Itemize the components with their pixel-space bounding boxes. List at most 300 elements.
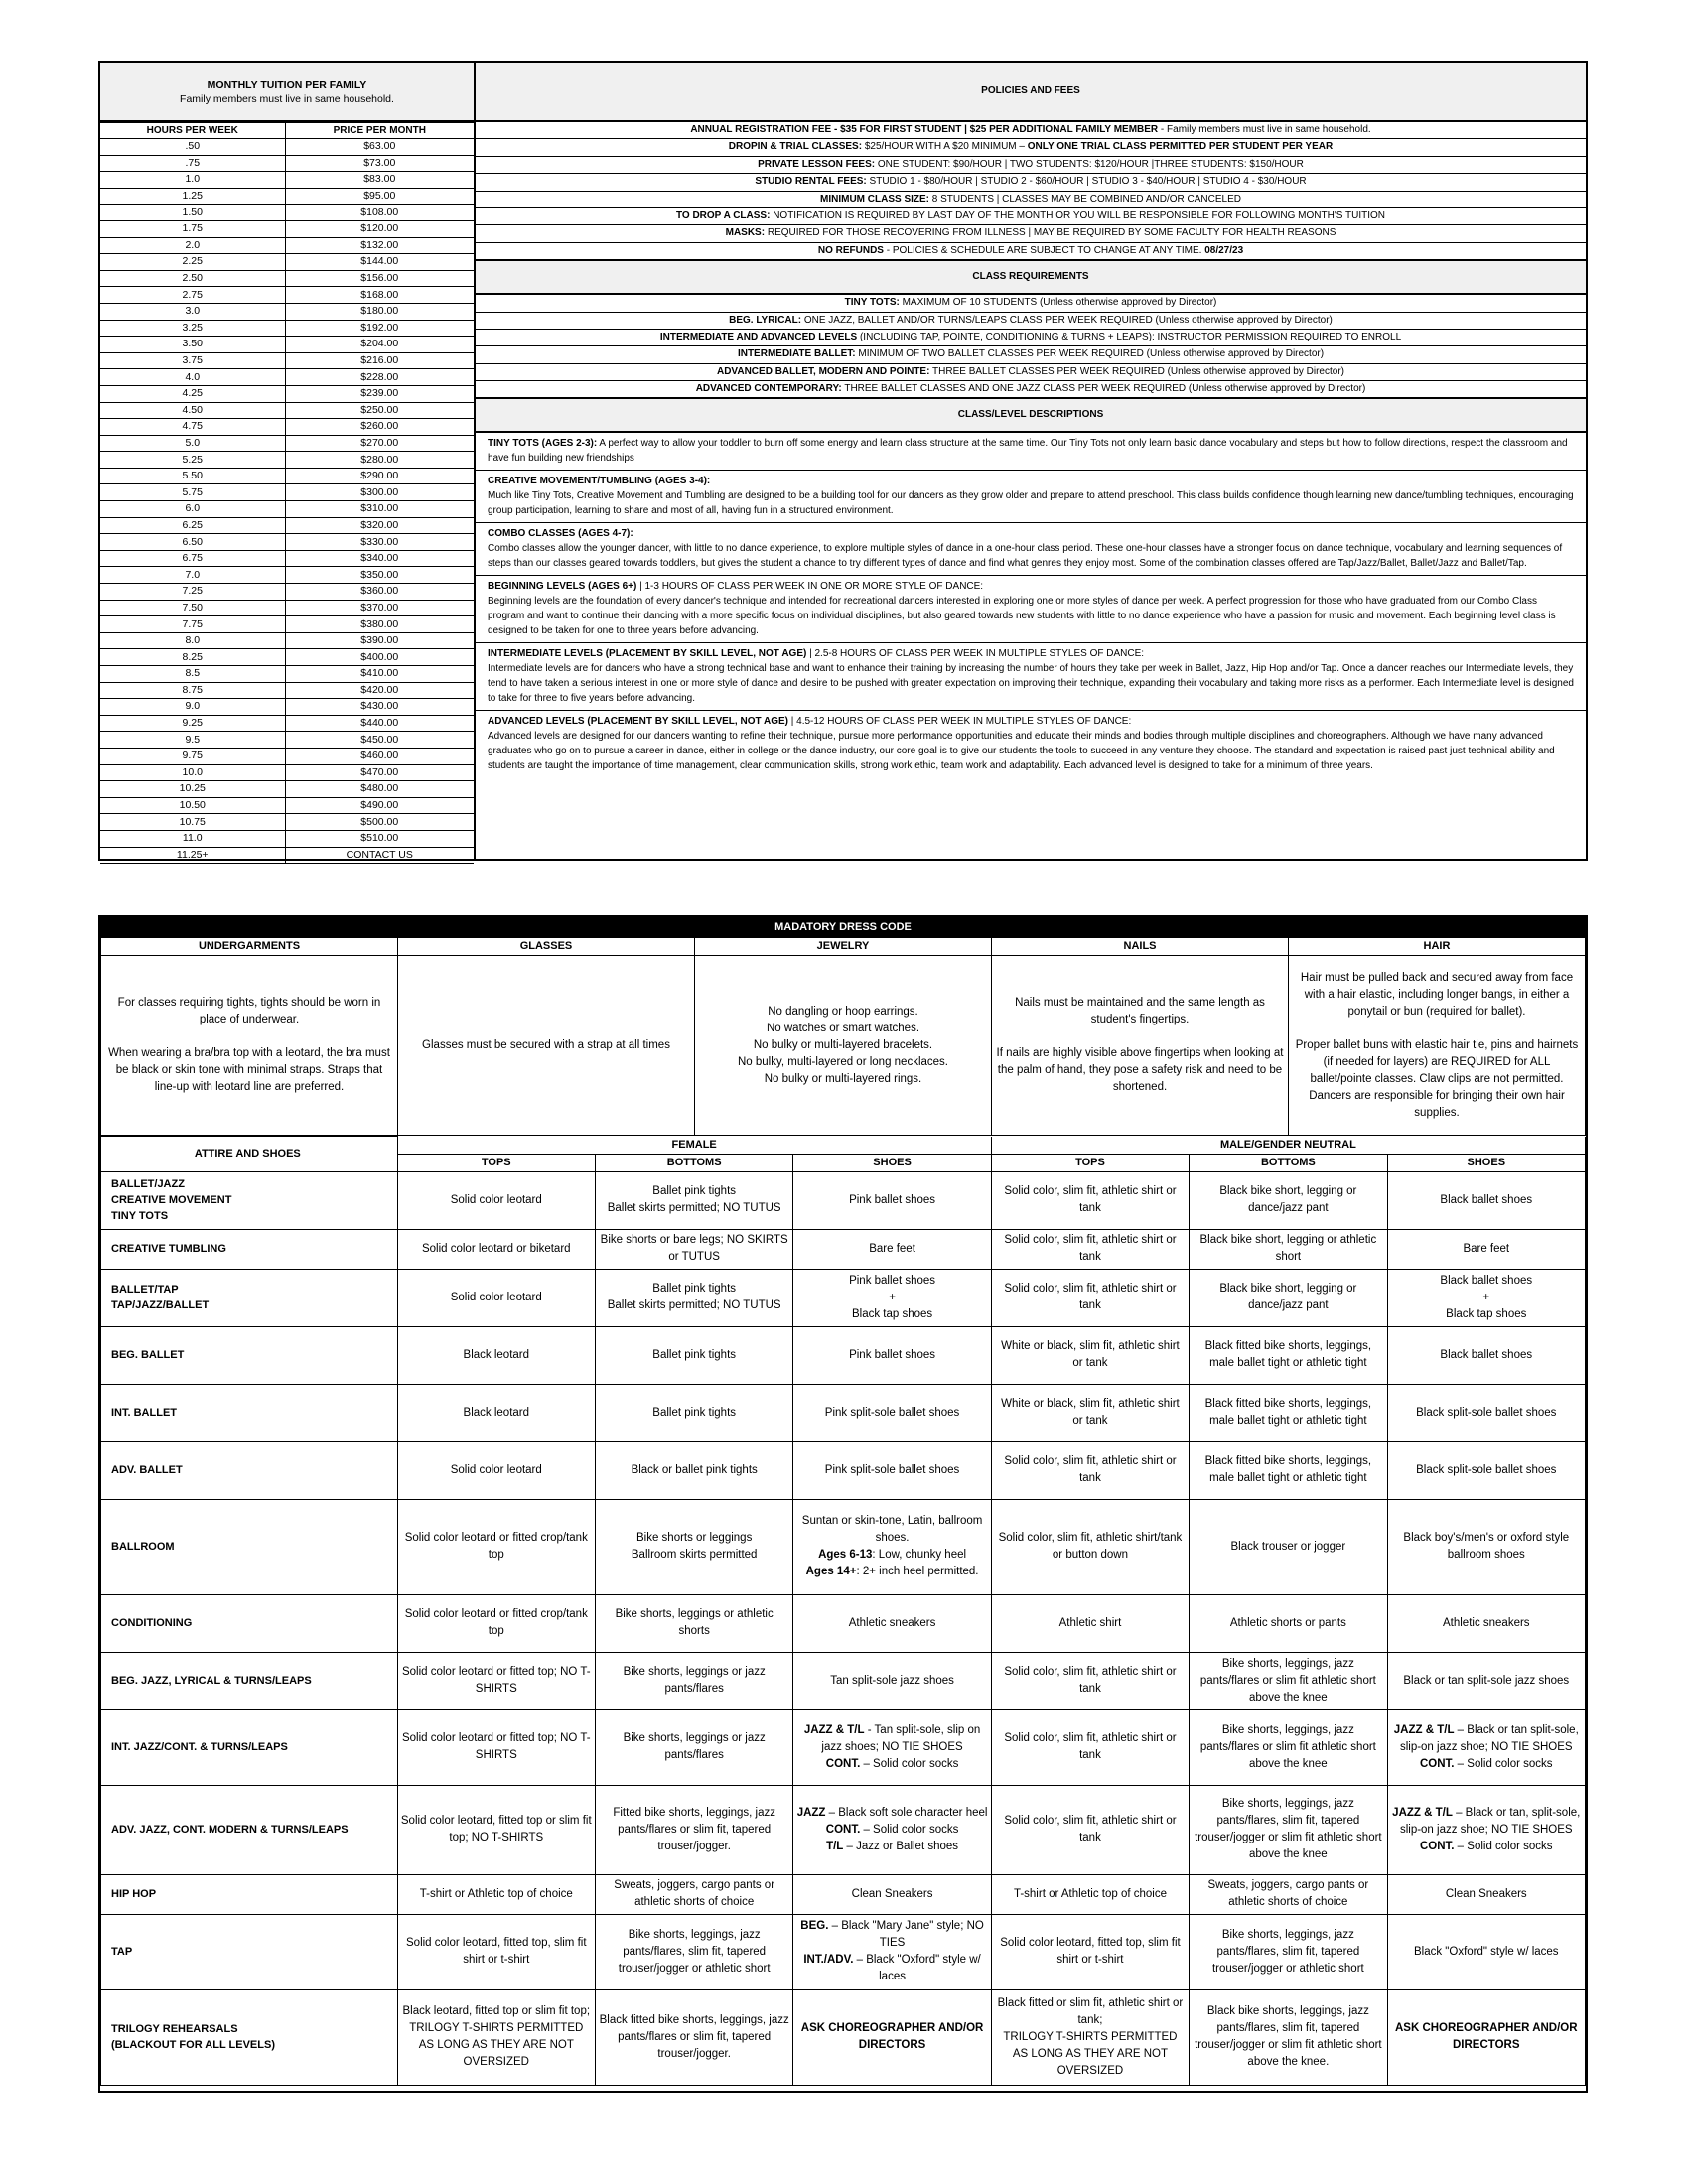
cell-line: Solid color leotard or fitted top; NO T-SHIRTS (401, 1732, 591, 1761)
cell-line: Bike shorts, leggings or athletic shorts (615, 1608, 774, 1637)
cell-line: Ballet skirts permitted; NO TUTUS (607, 1299, 781, 1311)
table-row (100, 732, 474, 749)
line-text: STUDIO 1 - $80/HOUR | STUDIO 2 - $60/HOUR | STUDIO 3 - $40/HOUR | STUDIO 4 - $30/HOUR (866, 176, 1307, 188)
price-cell: $144.00 (285, 254, 474, 271)
cell-line: Clean Sneakers (1445, 1887, 1527, 1900)
line-label: TINY TOTS: (844, 297, 900, 309)
table-row (100, 484, 474, 501)
price-cell: $156.00 (285, 270, 474, 287)
level-text: Advanced levels are designed for our dancers wanting to refine their technique, pursue more performance opportunities and educate their minds and bodies through multiple disciplines and choreographers. Although we have many advanced graduates who go on to pursue a career in dance, either in college or the dance industry, our core goal is to give our students the tools to succeed in any venture they choose. The standard and expectation is raised past just technical ability and students are taught the importance of time management, clear communication skills, strong work ethic, team work and adaptability. Each advanced level is designed to take for a minimum of three years. (488, 731, 1555, 772)
line-label: ADVANCED BALLET, MODERN AND POINTE: (716, 365, 930, 377)
attire-cell-m-top (991, 1785, 1189, 1874)
cell-line: Clean Sneakers (851, 1887, 933, 1900)
hours-cell: 11.25+ (100, 847, 285, 864)
attire-class-label (101, 1384, 398, 1441)
cell-line: Solid color leotard, fitted top, slim fit shirt or t-shirt (406, 1937, 587, 1966)
price-cell: $340.00 (285, 550, 474, 567)
cell-line: Black tap shoes (1446, 1307, 1527, 1320)
cell-line: ASK CHOREOGRAPHER AND/OR DIRECTORS (1394, 2022, 1578, 2051)
price-cell: $330.00 (285, 534, 474, 551)
table-row (100, 452, 474, 469)
cell-line: Pink split-sole ballet shoes (824, 1406, 960, 1419)
table-row (100, 764, 474, 781)
attire-cell-f-bot (595, 1914, 792, 1989)
price-cell: $270.00 (285, 435, 474, 452)
hours-cell: 3.25 (100, 320, 285, 337)
attire-table (100, 1136, 1586, 2086)
description-blocks (476, 433, 1586, 777)
attire-cell-m-shoe (1387, 1914, 1585, 1989)
male-bottoms-header: BOTTOMS (1190, 1154, 1387, 1171)
attire-cell-f-bot (595, 1229, 792, 1269)
price-cell: $83.00 (285, 172, 474, 189)
cell-line: Black ballet shoes (1440, 1193, 1533, 1206)
attire-class-label (101, 1709, 398, 1785)
attire-cell-m-shoe (1387, 1709, 1585, 1785)
table-row (100, 649, 474, 666)
attire-cell-m-bot (1190, 1441, 1387, 1499)
attire-cell-m-top (991, 1269, 1189, 1326)
price-cell: $320.00 (285, 517, 474, 534)
cell-line: Bike shorts, leggings, jazz pants/flares or slim fit athletic short above the knee (1199, 1657, 1376, 1704)
hours-cell: 2.50 (100, 270, 285, 287)
label-line: TRILOGY REHEARSALS (111, 2023, 238, 2035)
attire-cell-f-shoe (793, 1269, 991, 1326)
attire-cell-f-shoe (793, 1594, 991, 1652)
price-cell: $95.00 (285, 188, 474, 205)
attire-cell-f-top (397, 1171, 595, 1229)
hours-cell: 3.50 (100, 337, 285, 353)
label-line: TAP/JAZZ/BALLET (111, 1299, 210, 1311)
cell-line: Ages 14+: 2+ inch heel permitted. (805, 1566, 979, 1577)
attire-class-label (101, 1914, 398, 1989)
table-row (100, 468, 474, 484)
table-row (100, 254, 474, 271)
attire-cell-f-bot (595, 1441, 792, 1499)
table-row (100, 172, 474, 189)
list-item (476, 208, 1586, 225)
cell-line: CONT. – Solid color socks (825, 1823, 959, 1836)
table-row (101, 1441, 1586, 1499)
cell-line: Athletic shorts or pants (1229, 1616, 1346, 1629)
category-rules (101, 956, 398, 1136)
attire-cell-m-bot (1190, 1594, 1387, 1652)
hours-cell: 7.75 (100, 616, 285, 633)
cell-line: Black leotard (463, 1406, 530, 1419)
table-row (100, 847, 474, 864)
price-cell: $120.00 (285, 220, 474, 237)
attire-cell-f-shoe (793, 1499, 991, 1594)
attire-cell-f-top (397, 1914, 595, 1989)
cell-line: Black boy's/men's or oxford style ballroom shoes (1403, 1532, 1570, 1561)
attire-label: ATTIRE AND SHOES (101, 1137, 398, 1172)
table-row (100, 369, 474, 386)
rule-line (104, 1028, 394, 1045)
hours-cell: 5.50 (100, 468, 285, 484)
cell-line: CONT. – Solid color socks (825, 1757, 959, 1770)
list-item (476, 122, 1586, 139)
hours-cell: 4.25 (100, 385, 285, 402)
level-hours: | 4.5-12 HOURS OF CLASS PER WEEK IN MULTIPLE STYLES OF DANCE: (787, 716, 1132, 728)
rule-line: No bulky, multi-layered or long necklaces. (738, 1055, 948, 1068)
price-cell: $250.00 (285, 402, 474, 419)
rule-line: For classes requiring tights, tights should be worn in place of underwear. (117, 997, 381, 1025)
table-row (100, 237, 474, 254)
attire-cell-f-shoe (793, 1785, 991, 1874)
attire-cell-m-shoe (1387, 1384, 1585, 1441)
cell-line: Black leotard, fitted top or slim fit top; (402, 2005, 591, 2017)
table-row (100, 270, 474, 287)
cell-line: Fitted bike shorts, leggings, jazz pants/flares or slim fit, tapered trouser/jogger. (613, 1806, 775, 1852)
price-cell: $440.00 (285, 715, 474, 732)
attire-cell-m-top (991, 1594, 1189, 1652)
cell-line: Solid color leotard or fitted top; NO T-SHIRTS (401, 1666, 591, 1695)
price-cell: $228.00 (285, 369, 474, 386)
list-item (476, 192, 1586, 208)
level-title: ADVANCED LEVELS (PLACEMENT BY SKILL LEVEL, NOT AGE) (488, 716, 788, 728)
attire-class-label (101, 1229, 398, 1269)
female-bottoms-header: BOTTOMS (595, 1154, 792, 1171)
hours-cell: 7.0 (100, 567, 285, 584)
tuition-header (100, 63, 474, 122)
cell-line: Ballet skirts permitted; NO TUTUS (607, 1202, 781, 1214)
line-label: DROPIN & TRIAL CLASSES: (728, 141, 863, 153)
table-row (101, 1594, 1586, 1652)
cell-line: Sweats, joggers, cargo pants or athletic shorts of choice (614, 1879, 775, 1908)
hours-cell: 5.25 (100, 452, 285, 469)
line-label: INTERMEDIATE AND ADVANCED LEVELS (659, 331, 858, 342)
attire-cell-f-bot (595, 1709, 792, 1785)
level-title: CREATIVE MOVEMENT/TUMBLING (AGES 3-4): (488, 476, 711, 487)
category-header: JEWELRY (695, 938, 992, 956)
table-row (101, 1874, 1586, 1914)
cell-line: Suntan or skin-tone, Latin, ballroom shoes. (801, 1515, 983, 1544)
attire-cell-f-shoe (793, 1652, 991, 1709)
price-cell: $310.00 (285, 501, 474, 518)
cell-line: Solid color leotard or fitted crop/tank top (404, 1532, 588, 1561)
hours-cell: 10.25 (100, 781, 285, 798)
attire-class-label (101, 1989, 398, 2085)
cell-line: T/L – Jazz or Ballet shoes (826, 1840, 959, 1852)
category-rules (398, 956, 695, 1136)
table-row (100, 567, 474, 584)
level-title: INTERMEDIATE LEVELS (PLACEMENT BY SKILL LEVEL, NOT AGE) (488, 648, 807, 660)
hours-cell: 5.75 (100, 484, 285, 501)
list-item (476, 295, 1586, 312)
price-cell: $410.00 (285, 666, 474, 683)
table-row (101, 1709, 1586, 1785)
cell-line: JAZZ & T/L – Black or tan, split-sole, slip-on jazz shoe; NO TIE SHOES (1392, 1806, 1581, 1836)
price-cell: $420.00 (285, 682, 474, 699)
table-row (100, 320, 474, 337)
hours-cell: .75 (100, 155, 285, 172)
cell-line: Black fitted bike shorts, leggings, male ballet tight or athletic tight (1204, 1340, 1372, 1369)
attire-cell-f-bot (595, 1594, 792, 1652)
price-cell: $132.00 (285, 237, 474, 254)
line-text: REQUIRED FOR THOSE RECOVERING FROM ILLNESS | MAY BE REQUIRED BY SOME FACULTY FOR HEALTH REASONS (765, 227, 1336, 239)
attire-cell-f-bot (595, 1874, 792, 1914)
line-text: - POLICIES & SCHEDULE ARE SUBJECT TO CHANGE AT ANY TIME. (883, 244, 1205, 256)
table-row (100, 600, 474, 616)
table-row (101, 1652, 1586, 1709)
cell-line: Black fitted bike shorts, leggings, male ballet tight or athletic tight (1204, 1455, 1372, 1484)
attire-cell-m-top (991, 1499, 1189, 1594)
table-row (100, 830, 474, 847)
table-row (100, 155, 474, 172)
cell-line: Ages 6-13: Low, chunky heel (818, 1549, 967, 1561)
hours-cell: 8.25 (100, 649, 285, 666)
table-row (101, 1384, 1586, 1441)
rule-line (995, 1028, 1285, 1045)
policies-title: POLICIES AND FEES (476, 63, 1586, 122)
dress-code-title: MADATORY DRESS CODE (100, 917, 1586, 937)
table-row (100, 501, 474, 518)
attire-cell-m-shoe (1387, 1326, 1585, 1384)
price-cell: $370.00 (285, 600, 474, 616)
cell-line: JAZZ & T/L – Black or tan split-sole, slip-on jazz shoe; NO TIE SHOES (1393, 1723, 1579, 1753)
table-row (101, 1785, 1586, 1874)
male-tops-header: TOPS (991, 1154, 1189, 1171)
cell-line: T-shirt or Athletic top of choice (1013, 1887, 1167, 1900)
hours-cell: 5.0 (100, 435, 285, 452)
level-text: Beginning levels are the foundation of every dancer's technique and intended for recreational dancers interested in exploring one or more styles of dance per week. A perfect progression for those who have graduated from our Combo Class program and want to continue their dancing with a more specific focus on individual disciplines, but also geared towards new students with little to no dance experience who have a passion for music and movement. Each beginning level class is designed to be taken for one to three years before advancing. (488, 596, 1556, 637)
cell-line: Bike shorts, leggings or jazz pants/flares (623, 1732, 766, 1761)
level-heading (488, 474, 1574, 488)
level-description (476, 643, 1586, 711)
label-line: HIP HOP (111, 1888, 157, 1900)
price-cell: CONTACT US (285, 847, 474, 864)
category-rules (1289, 956, 1586, 1136)
hours-cell: 1.25 (100, 188, 285, 205)
cell-line: INT./ADV. – Black "Oxford" style w/ laces (803, 1954, 981, 1982)
attire-cell-m-top (991, 1229, 1189, 1269)
attire-cell-f-top (397, 1785, 595, 1874)
attire-class-label (101, 1652, 398, 1709)
female-shoes-header: SHOES (793, 1154, 991, 1171)
label-line: INT. JAZZ/CONT. & TURNS/LEAPS (111, 1741, 288, 1753)
cell-line: Black fitted or slim fit, athletic shirt or tank; (997, 1996, 1184, 2026)
attire-cell-f-top (397, 1229, 595, 1269)
table-row (100, 715, 474, 732)
label-line: INT. BALLET (111, 1407, 177, 1419)
cell-line: Black bike short, legging or athletic short (1199, 1234, 1377, 1263)
line-label: MASKS: (725, 227, 766, 239)
hours-cell: 1.75 (100, 220, 285, 237)
price-cell: $430.00 (285, 699, 474, 716)
cell-line: Black or ballet pink tights (631, 1463, 758, 1476)
line-text: $25/HOUR WITH A $20 MINIMUM – (862, 141, 1028, 153)
attire-cell-m-top (991, 1989, 1189, 2085)
label-line: BEG. BALLET (111, 1349, 185, 1361)
line-emphasis: 08/27/23 (1204, 244, 1244, 256)
level-text: A perfect way to allow your toddler to burn off some energy and learn class structure at the same time. Our Tiny Tots not only learn basic dance vocabulary and steps but how to follow directions, respect the classroom and have fun building new friendships (488, 438, 1568, 465)
label-line: BEG. JAZZ, LYRICAL & TURNS/LEAPS (111, 1675, 312, 1687)
hours-cell: 6.0 (100, 501, 285, 518)
level-text: Intermediate levels are for dancers who have a strong technical base and want to enhance their training by increasing the number of hours they take per week in Ballet, Jazz, Hip Hop and/or Tap. Once a dancer reaches our Intermediate levels, they tend to have taken a serious interest in one or more style of dance and desire to be pushed with greater expectation on improving their technique, expanding their vocabulary and taking more risks as a performer. Each Intermediate level is designed to take for three to five years before advancing. (488, 663, 1574, 705)
line-label: INTERMEDIATE BALLET: (737, 348, 856, 360)
cell-line: Athletic sneakers (1442, 1616, 1530, 1629)
cell-line: + (889, 1291, 896, 1303)
price-cell: $500.00 (285, 814, 474, 831)
line-text: - Family members must live in same household. (1158, 124, 1371, 135)
label-line: ADV. JAZZ, CONT. MODERN & TURNS/LEAPS (111, 1824, 349, 1836)
price-cell: $480.00 (285, 781, 474, 798)
rule-line: If nails are highly visible above fingertips when looking at the palm of hand, they pose a safety risk and need to be shortened. (996, 1047, 1284, 1093)
hours-cell: 1.0 (100, 172, 285, 189)
attire-cell-m-shoe (1387, 1499, 1585, 1594)
table-row (101, 1499, 1586, 1594)
line-label: MINIMUM CLASS SIZE: (820, 193, 930, 205)
list-item (476, 157, 1586, 174)
level-description (476, 711, 1586, 777)
table-row (101, 1171, 1586, 1229)
table-row (100, 188, 474, 205)
attire-cell-f-bot (595, 1499, 792, 1594)
attire-class-label (101, 1171, 398, 1229)
level-hours: | 1-3 HOURS OF CLASS PER WEEK IN ONE OR MORE STYLE OF DANCE: (636, 581, 984, 593)
table-row (100, 139, 474, 156)
level-text: Combo classes allow the younger dancer, with little to no dance experience, to explore multiple styles of dance in a one-hour class period. These one-hour classes have a stronger focus on dance technique, vocabulary and learning sequences of steps than our classes geared towards toddlers, but gives the student a chance to try different types of dance and find what genres they enjoy most. Some of the combination classes offered are Tap/Jazz/Ballet, Ballet/Jazz and Ballet/Tap. (488, 543, 1563, 570)
attire-cell-f-top (397, 1652, 595, 1709)
attire-cell-m-shoe (1387, 1785, 1585, 1874)
table-row (101, 1269, 1586, 1326)
price-cell: $400.00 (285, 649, 474, 666)
cell-line: Solid color, slim fit, athletic shirt/tank or button down (998, 1532, 1183, 1561)
cell-line: Ballet pink tights (652, 1283, 737, 1295)
table-row (100, 584, 474, 601)
list-item (476, 364, 1586, 381)
level-title: BEGINNING LEVELS (AGES 6+) (488, 581, 637, 593)
cell-line: Pink ballet shoes (849, 1348, 936, 1361)
cell-line: Black ballet shoes (1440, 1348, 1533, 1361)
attire-cell-f-shoe (793, 1441, 991, 1499)
price-cell: $450.00 (285, 732, 474, 749)
cell-line: Athletic sneakers (848, 1616, 936, 1629)
cell-line: Solid color, slim fit, athletic shirt or tank (1004, 1732, 1177, 1761)
hours-cell: 9.5 (100, 732, 285, 749)
level-heading (488, 714, 1574, 729)
line-text: MINIMUM OF TWO BALLET CLASSES PER WEEK REQUIRED (Unless otherwise approved by Director) (855, 348, 1325, 360)
list-item (476, 139, 1586, 156)
dress-category-table (100, 937, 1586, 1136)
tuition-title: MONTHLY TUITION PER FAMILY (207, 79, 367, 91)
attire-cell-f-top (397, 1989, 595, 2085)
line-label: ANNUAL REGISTRATION FEE - $35 FOR FIRST STUDENT | $25 PER ADDITIONAL FAMILY MEMBER (690, 124, 1159, 135)
price-cell: $460.00 (285, 748, 474, 764)
attire-cell-m-top (991, 1441, 1189, 1499)
attire-cell-f-shoe (793, 1709, 991, 1785)
list-item (476, 243, 1586, 259)
line-text: 8 STUDENTS | CLASSES MAY BE COMBINED AND/OR CANCELED (929, 193, 1241, 205)
category-header: HAIR (1289, 938, 1586, 956)
attire-cell-f-top (397, 1269, 595, 1326)
price-cell: $290.00 (285, 468, 474, 484)
list-item (476, 381, 1586, 397)
cell-line: Bike shorts or leggings (635, 1532, 753, 1544)
list-item (476, 346, 1586, 363)
attire-class-label (101, 1326, 398, 1384)
rule-line (1292, 1021, 1582, 1037)
cell-line: JAZZ – Black soft sole character heel (796, 1806, 988, 1819)
table-row (100, 352, 474, 369)
cell-line: Solid color leotard (450, 1291, 542, 1303)
attire-cell-m-shoe (1387, 1171, 1585, 1229)
attire-cell-f-top (397, 1499, 595, 1594)
label-line: BALLROOM (111, 1541, 175, 1553)
attire-cell-m-shoe (1387, 1594, 1585, 1652)
category-header: UNDERGARMENTS (101, 938, 398, 956)
cell-line: BEG. – Black "Mary Jane" style; NO TIES (800, 1920, 984, 1949)
attire-cell-m-shoe (1387, 1989, 1585, 2085)
table-row (100, 666, 474, 683)
category-header: GLASSES (398, 938, 695, 956)
attire-cell-m-bot (1190, 1326, 1387, 1384)
male-label: MALE/GENDER NEUTRAL (991, 1137, 1585, 1155)
label-line: BALLET/JAZZ (111, 1178, 185, 1190)
attire-cell-m-bot (1190, 1785, 1387, 1874)
hours-cell: 6.50 (100, 534, 285, 551)
table-row (100, 781, 474, 798)
level-description (476, 576, 1586, 643)
cell-line: Bare feet (1463, 1242, 1510, 1255)
attire-cell-m-top (991, 1171, 1189, 1229)
hours-cell: 10.0 (100, 764, 285, 781)
list-item (476, 330, 1586, 346)
cell-line: Bike shorts, leggings, jazz pants/flares, slim fit, tapered trouser/jogger or athletic short (1211, 1928, 1364, 1975)
attire-cell-m-bot (1190, 1384, 1387, 1441)
cell-line: Pink ballet shoes (849, 1274, 936, 1287)
hours-cell: 9.75 (100, 748, 285, 764)
cell-line: TRILOGY T-SHIRTS PERMITTED AS LONG AS THEY ARE NOT OVERSIZED (1003, 2030, 1178, 2077)
attire-cell-f-shoe (793, 1874, 991, 1914)
cell-line: Black split-sole ballet shoes (1416, 1463, 1557, 1476)
cell-line: Black split-sole ballet shoes (1416, 1406, 1557, 1419)
cell-line: White or black, slim fit, athletic shirt or tank (1001, 1398, 1180, 1427)
descriptions-title: CLASS/LEVEL DESCRIPTIONS (476, 397, 1586, 433)
cell-line: Solid color, slim fit, athletic shirt or tank (1004, 1455, 1177, 1484)
line-label: ADVANCED CONTEMPORARY: (695, 383, 842, 395)
label-line: CREATIVE MOVEMENT (111, 1194, 232, 1206)
cell-line: Solid color leotard, fitted top, slim fit shirt or t-shirt (1000, 1937, 1181, 1966)
attire-cell-m-top (991, 1652, 1189, 1709)
attire-cell-m-bot (1190, 1229, 1387, 1269)
attire-cell-f-top (397, 1384, 595, 1441)
list-item (476, 174, 1586, 191)
price-cell: $216.00 (285, 352, 474, 369)
rule-line: Proper ballet buns with elastic hair tie, pins and hairnets (if needed for layers) are REQUIRED for ALL ballet/pointe classes. Claw clips are not permitted. Dancers are responsible for bringing their own hair supplies. (1295, 1038, 1579, 1119)
level-text: Much like Tiny Tots, Creative Movement and Tumbling are designed to be a building tool for our dancers as they grow older and prepare to attend preschool. This class builds confidence though learning new dance/tumbling techniques, encouraging group participation, learning to share and most of all, having fun in a structured environment. (488, 490, 1574, 517)
table-row (101, 1229, 1586, 1269)
cell-line: CONT. – Solid color socks (1419, 1840, 1553, 1852)
line-text: THREE BALLET CLASSES AND ONE JAZZ CLASS PER WEEK REQUIRED (Unless otherwise approved by Director) (841, 383, 1366, 395)
price-cell: $168.00 (285, 287, 474, 304)
attire-cell-f-shoe (793, 1989, 991, 2085)
requirement-lines (476, 295, 1586, 397)
cell-line: T-shirt or Athletic top of choice (419, 1887, 573, 1900)
price-cell: $204.00 (285, 337, 474, 353)
hours-cell: 9.25 (100, 715, 285, 732)
price-cell: $510.00 (285, 830, 474, 847)
cell-line: Solid color leotard or biketard (421, 1242, 571, 1255)
attire-cell-f-shoe (793, 1229, 991, 1269)
hours-cell: 7.25 (100, 584, 285, 601)
hours-cell: 8.75 (100, 682, 285, 699)
cell-line: Black fitted bike shorts, leggings, male ballet tight or athletic tight (1204, 1398, 1372, 1427)
table-row (100, 814, 474, 831)
attire-cell-m-bot (1190, 1989, 1387, 2085)
label-line: ADV. BALLET (111, 1464, 183, 1476)
cell-line: Ballroom skirts permitted (631, 1549, 758, 1561)
